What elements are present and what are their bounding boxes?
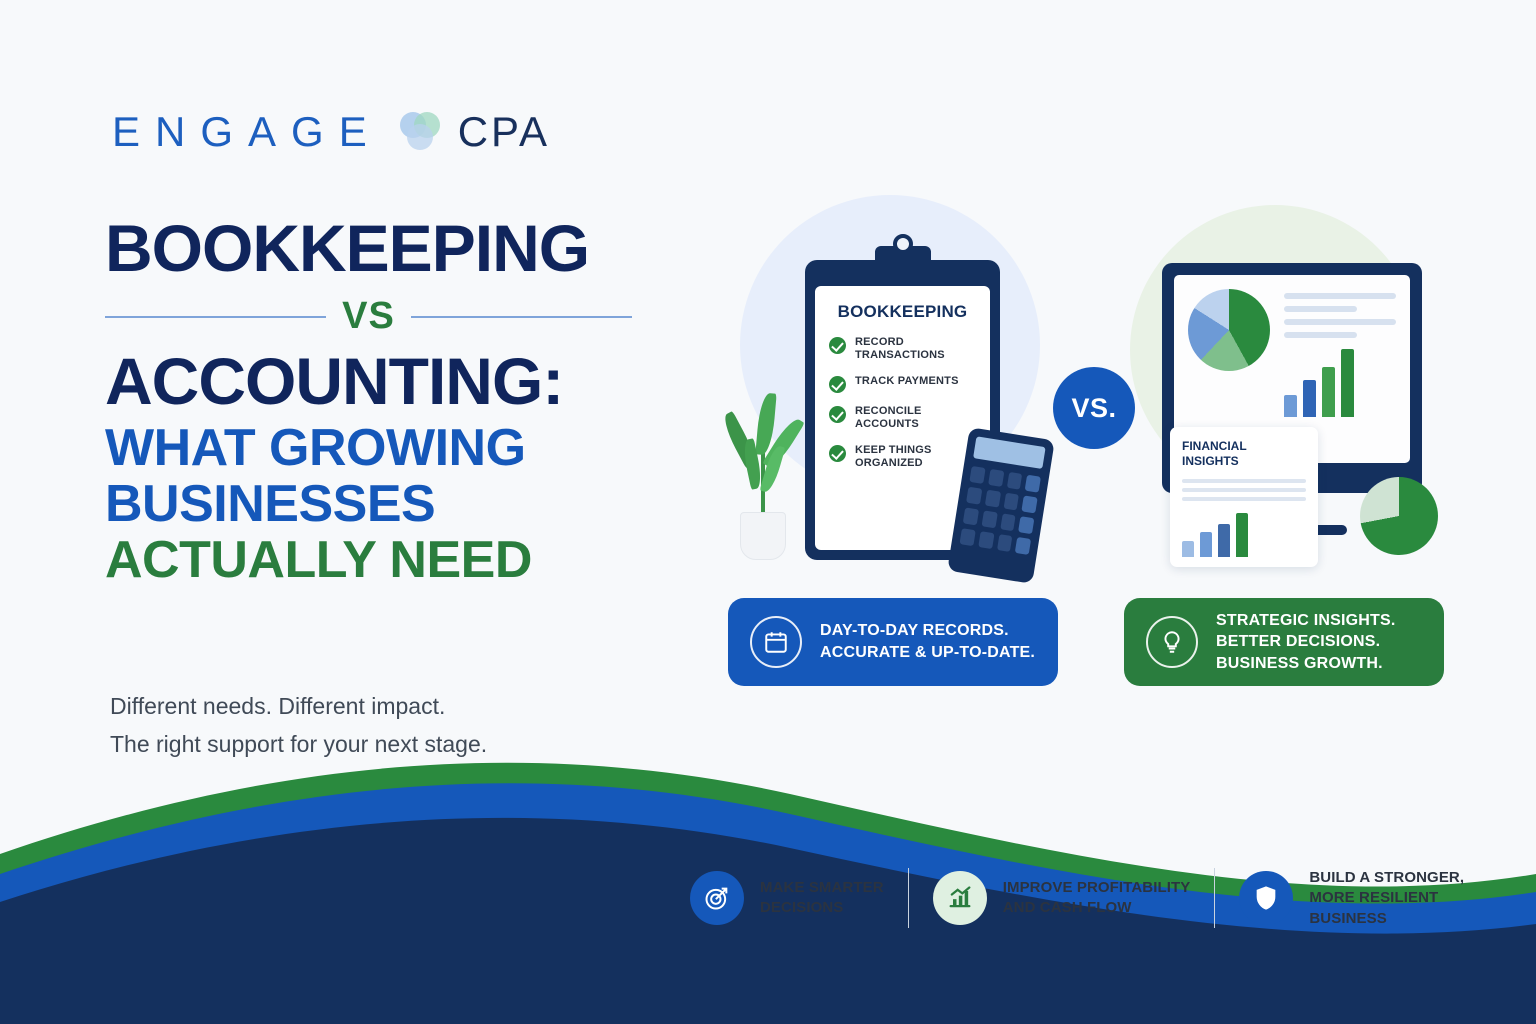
- headline-line-1: BOOKKEEPING: [105, 211, 590, 285]
- page-title: [105, 211, 705, 590]
- benefit-line-3: BUSINESS: [1309, 909, 1387, 927]
- versus-badge: [1053, 367, 1135, 449]
- subcopy-line-2: The right support for your next stage.: [110, 730, 488, 757]
- pill-line-1: DAY-TO-DAY RECORDS.: [820, 622, 1009, 640]
- check-icon: [829, 445, 846, 462]
- pill-line-3: BUSINESS GROWTH.: [1216, 654, 1383, 672]
- benefit-line-1: BUILD A STRONGER,: [1309, 869, 1465, 886]
- headline-line-3: WHAT GROWING BUSINESSES: [105, 419, 526, 534]
- checklist-item: [829, 444, 976, 471]
- benefit-line-1: MAKE SMARTER: [760, 879, 884, 897]
- checklist-item: [829, 336, 976, 363]
- financial-insights-card: [1170, 427, 1318, 567]
- headline-versus-row: [105, 295, 632, 338]
- rule-left: [105, 316, 326, 318]
- benefit-item: [1215, 868, 1488, 929]
- three-circles-logo-icon: [400, 112, 440, 152]
- checklist-item-label: KEEP THINGS ORGANIZED: [855, 443, 932, 470]
- checklist-item: [829, 375, 976, 393]
- checklist-item-label: RECORD TRANSACTIONS: [855, 336, 945, 362]
- accounting-summary-pill: [1124, 598, 1444, 686]
- benefit-text: [1309, 868, 1464, 929]
- benefit-line-1: IMPROVE PROFITABILITY: [1002, 879, 1191, 897]
- report-bar-chart: [1182, 511, 1306, 557]
- shield-icon: [1239, 871, 1293, 925]
- pie-chart: [1188, 289, 1270, 371]
- benefit-line-2: DECISIONS: [760, 899, 844, 917]
- report-title: FINANCIAL INSIGHTS: [1182, 439, 1247, 468]
- pill-text: [1216, 610, 1396, 675]
- versus-badge-label: VS.: [1071, 392, 1117, 423]
- headline-versus: VS: [342, 295, 395, 337]
- benefit-line-2: MORE RESILIENT: [1309, 889, 1439, 907]
- target-icon: [690, 871, 744, 925]
- benefit-line-2: AND CASH FLOW: [1002, 899, 1132, 917]
- bookkeeping-summary-pill: [728, 598, 1058, 686]
- pill-line-1: STRATEGIC INSIGHTS.: [1216, 611, 1396, 629]
- benefits-row: [690, 868, 1488, 929]
- pill-line-2: ACCURATE & UP-TO-DATE.: [820, 644, 1036, 661]
- pill-text: [820, 620, 1035, 663]
- benefit-item: [909, 871, 1215, 925]
- growth-chart-icon: [933, 871, 987, 925]
- brand-name: ENGAGE: [112, 108, 382, 155]
- brand-logo: [112, 108, 550, 156]
- calendar-icon: [750, 616, 802, 668]
- check-icon: [829, 337, 846, 354]
- clipboard-title: BOOKKEEPING: [837, 302, 968, 321]
- rule-right: [411, 316, 632, 318]
- pill-line-2: BETTER DECISIONS.: [1216, 633, 1381, 651]
- headline-line-4: ACTUALLY NEED: [105, 531, 532, 590]
- small-pie-chart: [1360, 477, 1438, 555]
- brand-suffix: CPA: [457, 108, 550, 155]
- monitor-text-lines: [1284, 289, 1396, 449]
- benefit-text: [760, 878, 884, 919]
- bar-chart: [1284, 345, 1396, 417]
- check-icon: [829, 376, 846, 393]
- checklist-item: [829, 405, 976, 432]
- lightbulb-icon: [1146, 616, 1198, 668]
- benefit-item: [690, 871, 908, 925]
- headline-line-2: ACCOUNTING:: [105, 344, 564, 418]
- checklist-item-label: TRACK PAYMENTS: [855, 374, 959, 387]
- benefit-text: [1003, 878, 1191, 919]
- check-icon: [829, 406, 846, 423]
- report-text-lines: [1182, 479, 1306, 501]
- illustration: [700, 195, 1490, 615]
- subcopy-line-1: Different needs. Different impact.: [110, 693, 446, 719]
- checklist-item-label: RECONCILE ACCOUNTS: [855, 404, 922, 431]
- plant-icon: [718, 385, 808, 560]
